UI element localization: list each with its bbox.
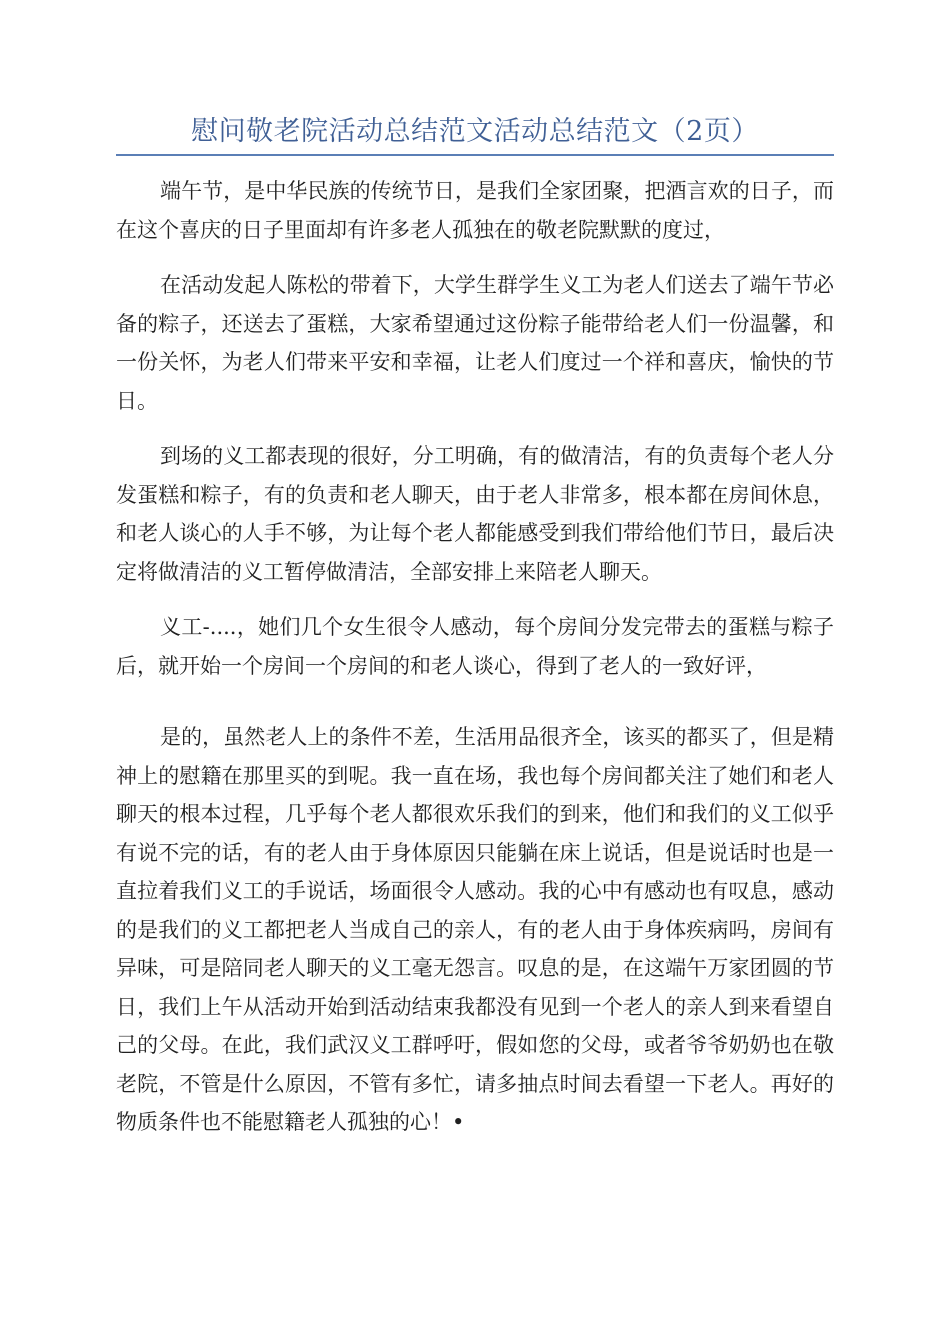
paragraph-4: 义工-....，她们几个女生很令人感动，每个房间分发完带去的蛋糕与粽子后，就开始一个房间一个房间的和老人谈心，得到了老人的一致好评，	[116, 615, 834, 678]
paragraph-5: 是的，虽然老人上的条件不差，生活用品很齐全，该买的都买了，但是精神上的慰籍在那里买的到呢。我一直在场，我也每个房间都关注了她们和老人聊天的根本过程，几乎每个老人都很欢乐我们的到来，他们和我们的义工似乎有说不完的话，有的老人由于身体原因只能躺在床上说话，但是说话时也是一直拉着我们义工的手说话，场面很令人感动。我的心中有感动也有叹息，感动的是我们的义工都把老人当成自己的亲人，有的老人由于身体疾病吗，房间有异味，可是陪同老人聊天的义工毫无怨言。叹息的是，在这端午万家团圆的节日，我们上午从活动开始到活动结束我都没有见到一个老人的亲人到来看望自己的父母。在此，我们武汉义工群呼吁，假如您的父母，或者爷爷奶奶也在敬老院，不管是什么原因，不管有多忙，请多抽点时间去看望一下老人。再好的物质条件也不能慰籍老人孤独的心！•	[116, 725, 834, 1134]
title-underline	[116, 154, 834, 156]
document-title: 慰问敬老院活动总结范文活动总结范文（2页）	[191, 116, 759, 147]
document-body	[116, 172, 834, 1142]
paragraph-3: 到场的义工都表现的很好，分工明确，有的做清洁，有的负责每个老人分发蛋糕和粽子，有的负责和老人聊天，由于老人非常多，根本都在房间休息，和老人谈心的人手不够，为让每个老人都能感受到我们带给他们节日，最后决定将做清洁的义工暂停做清洁，全部安排上来陪老人聊天。	[116, 444, 834, 584]
paragraph-2: 在活动发起人陈松的带着下，大学生群学生义工为老人们送去了端午节必备的粽子，还送去了蛋糕，大家希望通过这份粽子能带给老人们一份温馨，和一份关怀，为老人们带来平安和幸福，让老人们度过一个祥和喜庆，愉快的节日。	[116, 273, 834, 413]
paragraph-1: 端午节，是中华民族的传统节日，是我们全家团聚，把酒言欢的日子，而在这个喜庆的日子里面却有许多老人孤独在的敬老院默默的度过，	[116, 179, 834, 242]
